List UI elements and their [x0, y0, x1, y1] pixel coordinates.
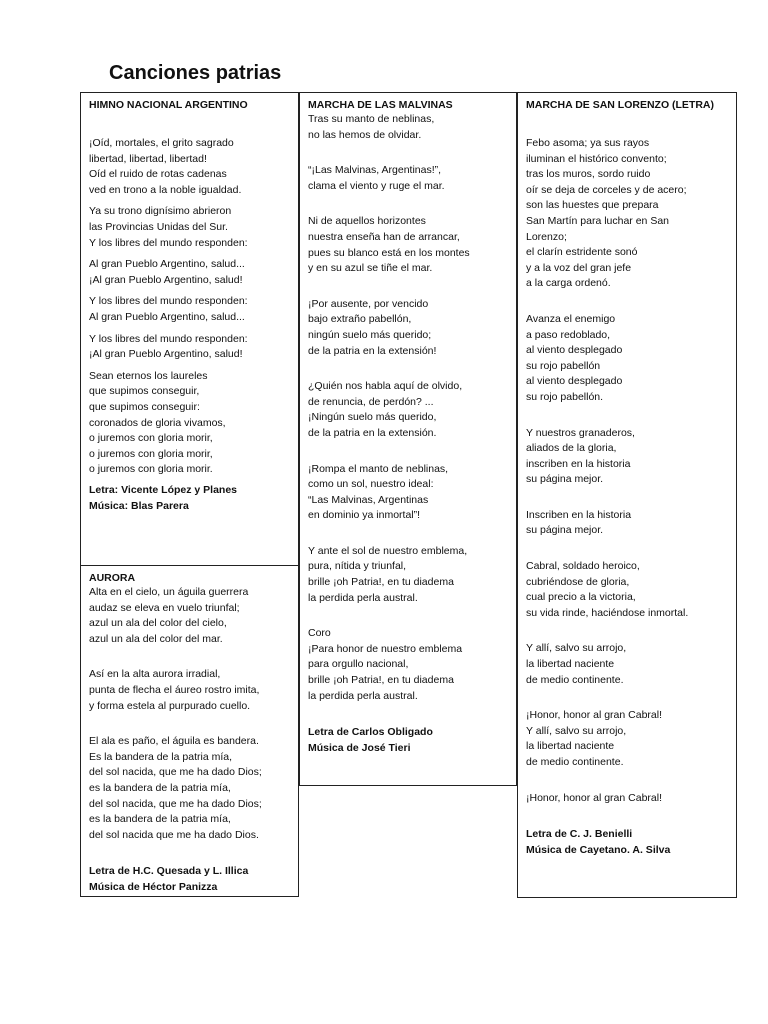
page-title: Canciones patrias: [109, 62, 282, 84]
himno-credits: Letra: Vicente López y Planes Música: Blas Parera: [89, 483, 238, 512]
himno-stanza-5: Y los libres del mundo responden: ¡Al gran Pueblo Argentino, salud!: [89, 332, 248, 361]
sanlorenzo-stanza-5: Cabral, soldado heroico, cubriéndose de gloria, cual precio a la victoria, su vida rinde, haciéndose inmortal.: [526, 560, 689, 619]
sanlorenzo-stanza-1: Febo asoma; ya sus rayos iluminan el histórico convento; tras los muros, sordo ruido oír se deja de corceles y de acero; son las huestes que prepara San Martín para luchar en San Lorenzo; el clarín estridente sonó y a la voz del gran jefe a la carga ordenó.: [526, 137, 687, 290]
malvinas-credits: Letra de Carlos Obligado Música de José Tieri: [308, 726, 433, 755]
aurora-stanza-3: El ala es paño, el águila es bandera. Es la bandera de la patria mía, del sol nacida, que me ha dado Dios; es la bandera de la patria mía, del sol nacida, que me ha dado Dios; es la bandera de la patria mía, del sol nacida que me ha dado Dios.: [89, 735, 262, 841]
sanlorenzo-stanza-7: ¡Honor, honor al gran Cabral! Y allí, salvo su arrojo, la libertad naciente de medio continente.: [526, 709, 662, 768]
sanlorenzo-credits: Letra de C. J. Benielli Música de Cayetano. A. Silva: [526, 828, 671, 857]
himno-stanza-2: Ya su trono dignísimo abrieron las Provincias Unidas del Sur. Y los libres del mundo responden:: [89, 205, 248, 249]
aurora-stanza-2: Así en la alta aurora irradial, punta de flecha el áureo rostro imita, y forma estela al purpurado cuello.: [89, 668, 260, 712]
malvinas-stanza-6: ¡Rompa el manto de neblinas, como un sol, nuestro ideal: “Las Malvinas, Argentinas en dominio ya inmortal”!: [308, 462, 449, 522]
malvinas-title: MARCHA DE LAS MALVINAS: [308, 99, 453, 111]
himno-stanza-3: Al gran Pueblo Argentino, salud... ¡Al gran Pueblo Argentino, salud!: [89, 258, 245, 286]
malvinas-stanza-3: Ni de aquellos horizontes nuestra enseña han de arrancar, pues su blanco está en los montes y en su azul se tiñe el mar.: [308, 215, 470, 275]
sanlorenzo-box: [517, 92, 737, 898]
sanlorenzo-title: MARCHA DE SAN LORENZO (LETRA): [526, 99, 715, 111]
malvinas-stanza-8: Coro ¡Para honor de nuestro emblema para orgullo nacional, brille ¡oh Patria!, en tu diadema la perdida perla austral.: [308, 627, 463, 702]
himno-title: HIMNO NACIONAL ARGENTINO: [89, 99, 248, 111]
aurora-credits: Letra de H.C. Quesada y L. Illica Música de Héctor Panizza: [89, 865, 249, 894]
malvinas-stanza-5: ¿Quién nos habla aquí de olvido, de renuncia, de perdón? ... ¡Ningún suelo más querido, de la patria en la extensión.: [308, 380, 463, 439]
malvinas-box: [299, 92, 517, 786]
sanlorenzo-stanza-8: ¡Honor, honor al gran Cabral!: [526, 791, 662, 804]
sanlorenzo-stanza-3: Y nuestros granaderos, aliados de la gloria, inscriben en la historia su página mejor.: [526, 426, 635, 486]
himno-stanza-6: Sean eternos los laureles que supimos conseguir, que supimos conseguir: coronados de gloria vivamos, o juremos con gloria morir, o juremos con gloria morir, o juremos con gloria morir.: [89, 369, 226, 476]
sanlorenzo-stanza-4: Inscriben en la historia su página mejor.: [526, 508, 632, 537]
himno-stanza-1: ¡Oíd, mortales, el grito sagrado libertad, libertad, libertad! Oíd el ruido de rotas cadenas ved en trono a la noble igualdad.: [89, 137, 242, 196]
sanlorenzo-stanza-6: Y allí, salvo su arrojo, la libertad naciente de medio continente.: [526, 642, 627, 686]
sanlorenzo-stanza-2: Avanza el enemigo a paso redoblado, al viento desplegado su rojo pabellón al viento desplegado su rojo pabellón.: [526, 312, 623, 403]
aurora-stanza-1: Alta en el cielo, un águila guerrera audaz se eleva en vuelo triunfal; azul un ala del color del cielo, azul un ala del color del mar.: [89, 586, 249, 645]
malvinas-stanza-2: “¡Las Malvinas, Argentinas!”, clama el viento y ruge el mar.: [308, 164, 445, 192]
malvinas-stanza-7: Y ante el sol de nuestro emblema, pura, nítida y triunfal, brille ¡oh Patria!, en tu diadema la perdida perla austral.: [308, 544, 468, 604]
himno-stanza-4: Y los libres del mundo responden: Al gran Pueblo Argentino, salud...: [89, 295, 248, 323]
malvinas-stanza-4: ¡Por ausente, por vencido bajo extraño pabellón, ningún suelo más querido; de la patria en la extensión!: [308, 297, 437, 357]
malvinas-stanza-1: Tras su manto de neblinas, no las hemos de olvidar.: [308, 113, 435, 141]
himno-box: [80, 92, 299, 566]
aurora-title: AURORA: [89, 572, 136, 584]
aurora-box: [80, 565, 299, 897]
